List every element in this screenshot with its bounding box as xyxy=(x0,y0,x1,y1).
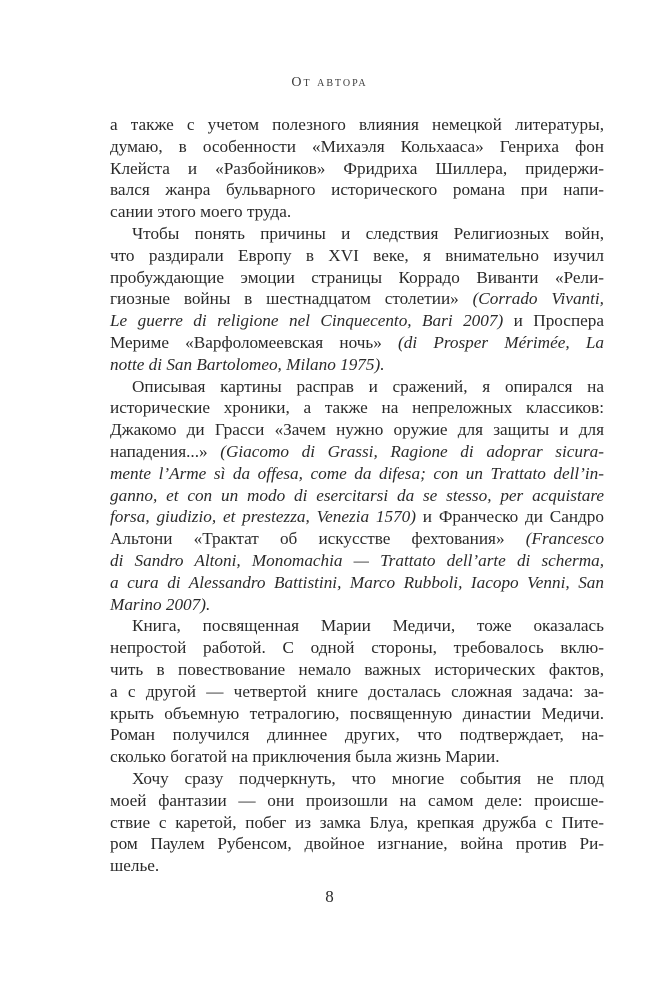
text-line xyxy=(110,310,604,332)
text-segment: сании этого моего труда. xyxy=(110,202,292,222)
text-segment: и Франческо ди Сандро xyxy=(416,507,604,527)
text-line xyxy=(110,812,604,834)
text-line xyxy=(110,615,604,637)
italic-text-segment: (Francesco xyxy=(525,529,604,549)
italic-text-segment: notte di San Bartolomeo, Milano 1975). xyxy=(110,354,385,374)
text-line xyxy=(110,506,604,528)
text-line xyxy=(110,441,604,463)
italic-text-segment: (di Prosper Mérimée, La xyxy=(398,332,604,352)
text-line xyxy=(110,288,604,310)
text-line xyxy=(110,223,604,245)
italic-text-segment: Le guerre di religione nel Cinquecento, Bari 2007) xyxy=(110,311,504,331)
text-segment: сколько богатой на приключения была жизнь Марии. xyxy=(110,747,500,767)
text-segment: чить в повествование немало важных исторических фактов, xyxy=(110,659,604,679)
text-segment: Клейста и «Разбойников» Фридриха Шиллера, придержи- xyxy=(110,158,604,178)
text-line xyxy=(110,528,604,550)
text-segment: что раздирали Европу в XVI веке, я внимательно изучил xyxy=(110,245,604,265)
text-line xyxy=(110,637,604,659)
text-segment: Роман получился длиннее других, что подтверждает, на- xyxy=(110,725,604,745)
text-segment: гиозные войны в шестнадцатом столетии» xyxy=(110,289,473,309)
text-segment: Альтони «Трактат об искусстве фехтования» xyxy=(110,529,526,549)
text-line xyxy=(110,703,604,725)
text-line xyxy=(110,114,604,136)
text-line xyxy=(110,332,604,354)
text-segment: непростой работой. С одной стороны, требовалось вклю- xyxy=(110,638,604,658)
text-line xyxy=(110,136,604,158)
text-line xyxy=(110,267,604,289)
text-line xyxy=(110,245,604,267)
text-line xyxy=(110,158,604,180)
page-number: 8 xyxy=(325,887,334,906)
text-segment: а также с учетом полезного влияния немецкой литературы, xyxy=(110,115,604,134)
italic-text-segment: di Sandro Altoni, Monomachia — Trattato dell’arte di scherma, xyxy=(110,550,604,570)
text-segment: нападения...» xyxy=(110,441,221,461)
text-line xyxy=(110,790,604,812)
italic-text-segment: ganno, et con un modo di esercitarsi da se stesso, per acquistare xyxy=(110,485,604,505)
text-line xyxy=(110,201,604,223)
running-head: От автора xyxy=(291,75,368,90)
italic-text-segment: a cura di Alessandro Battistini, Marco Rubboli, Iacopo Venni, San xyxy=(110,572,604,592)
text-line xyxy=(110,724,604,746)
text-line xyxy=(110,746,604,768)
text-line xyxy=(110,855,604,877)
text-line xyxy=(110,179,604,201)
text-segment: крыть объемную тетралогию, посвященную династии Медичи. xyxy=(110,703,604,723)
text-line xyxy=(110,659,604,681)
italic-text-segment: Marino 2007). xyxy=(110,594,211,614)
text-segment: вался жанра бульварного исторического романа при напи- xyxy=(110,180,604,200)
italic-text-segment: forsa, giudizio, et prestezza, Venezia 1570) xyxy=(110,507,416,527)
text-segment: шелье. xyxy=(110,856,160,876)
text-line xyxy=(110,768,604,790)
text-segment: а с другой — четвертой книге досталась сложная задача: за- xyxy=(110,681,604,701)
text-line xyxy=(110,550,604,572)
text-segment: думаю, в особенности «Михаэля Кольхааса» Генриха фон xyxy=(110,136,604,156)
text-segment: исторические хроники, а также на непреложных классиков: xyxy=(110,398,604,418)
text-segment: Чтобы понять причины и следствия Религиозных войн, xyxy=(132,223,604,243)
text-segment: Описывая картины расправ и сражений, я опирался на xyxy=(132,376,604,396)
text-segment: Мериме «Варфоломеевская ночь» xyxy=(110,332,399,352)
text-line xyxy=(110,397,604,419)
text-segment: Хочу сразу подчеркнуть, что многие события не плод xyxy=(132,768,604,788)
text-line xyxy=(110,354,604,376)
text-line xyxy=(110,681,604,703)
italic-text-segment: mente l’Arme sì da offesa, come da difesa; con un Trattato dell’in- xyxy=(110,463,604,483)
text-segment: пробуждающие эмоции страницы Коррадо Виванти «Рели- xyxy=(110,267,604,287)
text-line xyxy=(110,376,604,398)
body-text xyxy=(110,114,604,877)
text-line xyxy=(110,463,604,485)
text-line xyxy=(110,485,604,507)
text-segment: Книга, посвященная Марии Медичи, тоже оказалась xyxy=(132,616,604,636)
text-line xyxy=(110,572,604,594)
text-segment: Джакомо ди Грасси «Зачем нужно оружие для защиты и для xyxy=(110,420,604,440)
text-segment: и Проспера xyxy=(503,311,604,331)
text-segment: моей фантазии — они произошли на самом деле: происше- xyxy=(110,790,604,810)
text-line xyxy=(110,419,604,441)
text-segment: ствие с каретой, побег из замка Блуа, крепкая дружба с Пите- xyxy=(110,812,604,832)
italic-text-segment: (Giacomo di Grassi, Ragione di adoprar sicura- xyxy=(220,441,604,461)
text-segment: ром Паулем Рубенсом, двойное изгнание, война против Ри- xyxy=(110,834,604,854)
text-line xyxy=(110,833,604,855)
text-line xyxy=(110,594,604,616)
italic-text-segment: (Corrado Vivanti, xyxy=(472,289,604,309)
